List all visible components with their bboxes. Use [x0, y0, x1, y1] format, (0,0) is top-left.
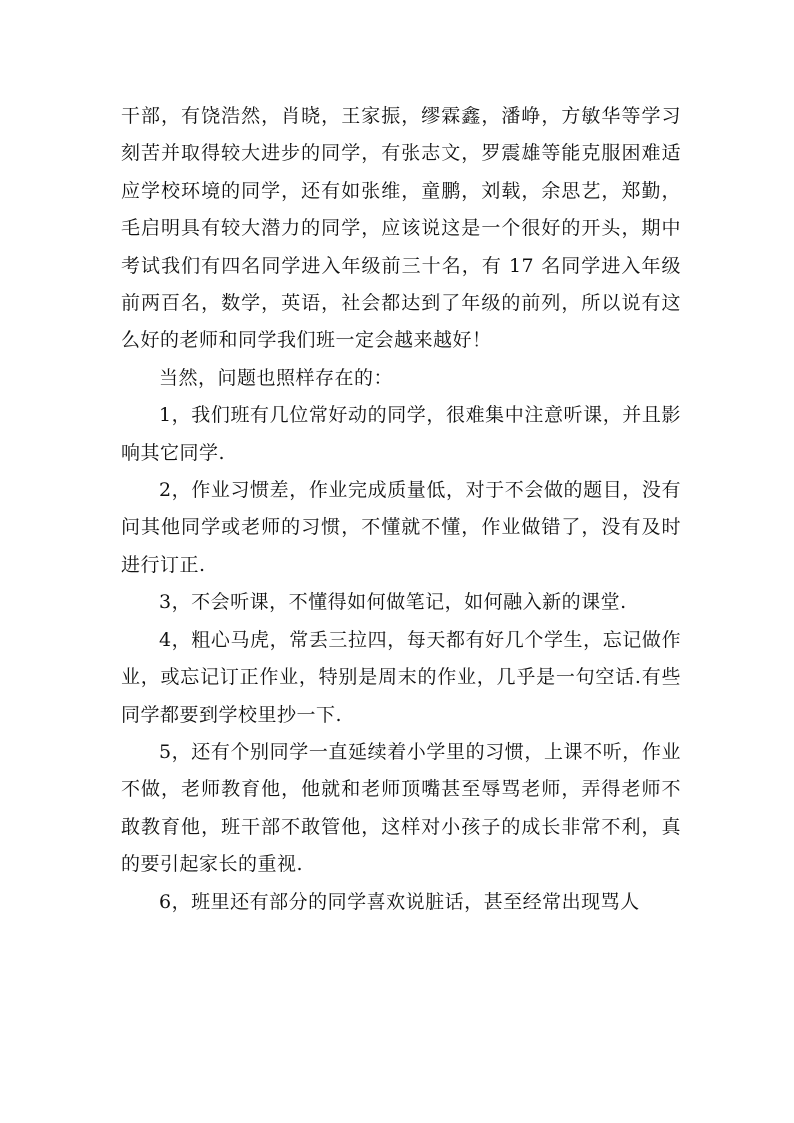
paragraph-problem-4: 4，粗心马虎，常丢三拉四，每天都有好几个学生，忘记做作业，或忘记订正作业，特别是周末的作业，几乎是一句空话.有些同学都要到学校里抄一下.: [121, 628, 681, 726]
paragraph-problem-1: 1，我们班有几位常好动的同学，很难集中注意听课，并且影响其它同学.: [121, 404, 681, 464]
paragraph-problem-5: 5，还有个别同学一直延续着小学里的习惯，上课不听，作业不做，老师教育他，他就和老师顶嘴甚至辱骂老师，弄得老师不敢教育他，班干部不敢管他，这样对小孩子的成长非常不利，真的要引起家长的重视.: [121, 740, 681, 876]
paragraph-problem-3: 3，不会听课，不懂得如何做笔记，如何融入新的课堂.: [159, 591, 627, 614]
document-body: [121, 98, 681, 921]
paragraph-problem-6: 6，班里还有部分的同学喜欢说脏话，甚至经常出现骂人: [159, 890, 640, 913]
paragraph-problem-2: 2，作业习惯差，作业完成质量低，对于不会做的题目，没有问其他同学或老师的习惯，不懂就不懂，作业做错了，没有及时进行订正.: [121, 479, 681, 576]
paragraph-continuation: 干部，有饶浩然，肖晓，王家振，缪霖鑫，潘峥，方敏华等学习刻苦并取得较大进步的同学，有张志文，罗震雄等能克服困难适应学校环境的同学，还有如张维，童鹏，刘载，余思艺，郑勤，毛启明具有较大潜力的同学，应该说这是一个很好的开头，期中考试我们有四名同学进入年级前三十名，有 17 名同学进入年级前两百名，数学，英语，社会都达到了年级的前列，所以说有这么好的老师和同学我们班一定会越来越好！: [121, 105, 681, 352]
paragraph-problems-intro: 当然，问题也照样存在的：: [159, 366, 394, 389]
